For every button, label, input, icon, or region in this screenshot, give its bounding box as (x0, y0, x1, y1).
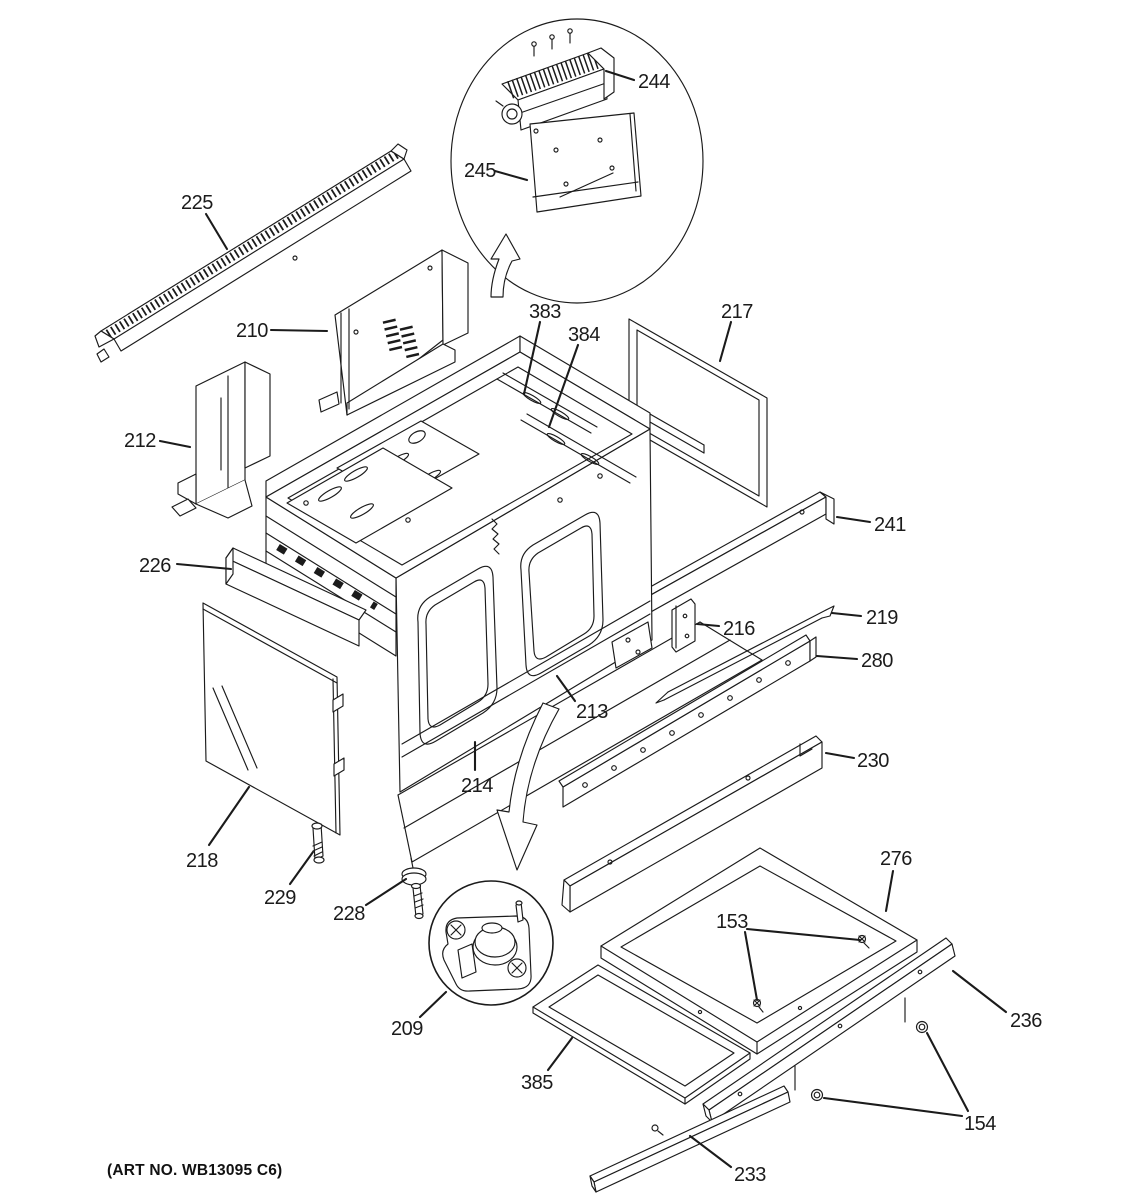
leader-154 (824, 1098, 962, 1116)
part-label-385: 385 (521, 1072, 553, 1094)
leader-216 (697, 624, 719, 626)
part-label-210: 210 (236, 320, 268, 342)
nut-154 (812, 1090, 823, 1101)
leader-218 (209, 787, 249, 845)
part-label-241: 241 (874, 514, 906, 536)
part-label-216: 216 (723, 618, 755, 640)
leader-230 (826, 753, 854, 758)
inset-latch-assembly (429, 881, 553, 1005)
part-label-244: 244 (638, 71, 670, 93)
nut-154 (917, 1022, 928, 1033)
leader-276 (886, 871, 893, 911)
leader-385 (548, 1038, 572, 1070)
part-label-226: 226 (139, 555, 171, 577)
leader-212 (160, 441, 190, 447)
part-label-217: 217 (721, 301, 753, 323)
part-label-218: 218 (186, 850, 218, 872)
part-label-233: 233 (734, 1164, 766, 1186)
part-label-229: 229 (264, 887, 296, 909)
art-number: (ART NO. WB13095 C6) (107, 1162, 283, 1179)
leader-280 (817, 656, 857, 659)
part-228-leveling-foot (402, 858, 426, 919)
leader-233 (690, 1136, 731, 1167)
part-label-214: 214 (461, 775, 493, 797)
part-label-230: 230 (857, 750, 889, 772)
leader-219 (832, 613, 861, 616)
part-label-154: 154 (964, 1113, 996, 1135)
leader-217 (720, 322, 731, 361)
leader-229 (290, 852, 313, 884)
leader-245 (495, 171, 527, 180)
part-label-219: 219 (866, 607, 898, 629)
leader-236 (953, 971, 1006, 1012)
leader-228 (366, 879, 406, 905)
part-label-236: 236 (1010, 1010, 1042, 1032)
part-label-228: 228 (333, 903, 365, 925)
part-label-384: 384 (568, 324, 600, 346)
part-212-bracket (172, 362, 270, 518)
part-label-213: 213 (576, 701, 608, 723)
fan-mount-plate (530, 113, 641, 212)
part-216-bracket (672, 599, 695, 652)
part-label-153: 153 (716, 911, 748, 933)
part-label-383: 383 (529, 301, 561, 323)
part-label-245: 245 (464, 160, 496, 182)
leader-154 (927, 1033, 968, 1111)
part-label-212: 212 (124, 430, 156, 452)
part-label-225: 225 (181, 192, 213, 214)
leader-226 (177, 564, 231, 569)
part-label-280: 280 (861, 650, 893, 672)
part-229-leveling-leg (312, 823, 324, 863)
leader-210 (271, 330, 327, 331)
panel-foot-tab (319, 392, 339, 412)
callout-arrow-up (491, 234, 520, 297)
part-218-side-panel (203, 603, 344, 835)
part-label-276: 276 (880, 848, 912, 870)
leader-209 (420, 992, 446, 1017)
leader-241 (837, 517, 870, 522)
part-label-209: 209 (391, 1018, 423, 1040)
leader-225 (206, 214, 227, 249)
